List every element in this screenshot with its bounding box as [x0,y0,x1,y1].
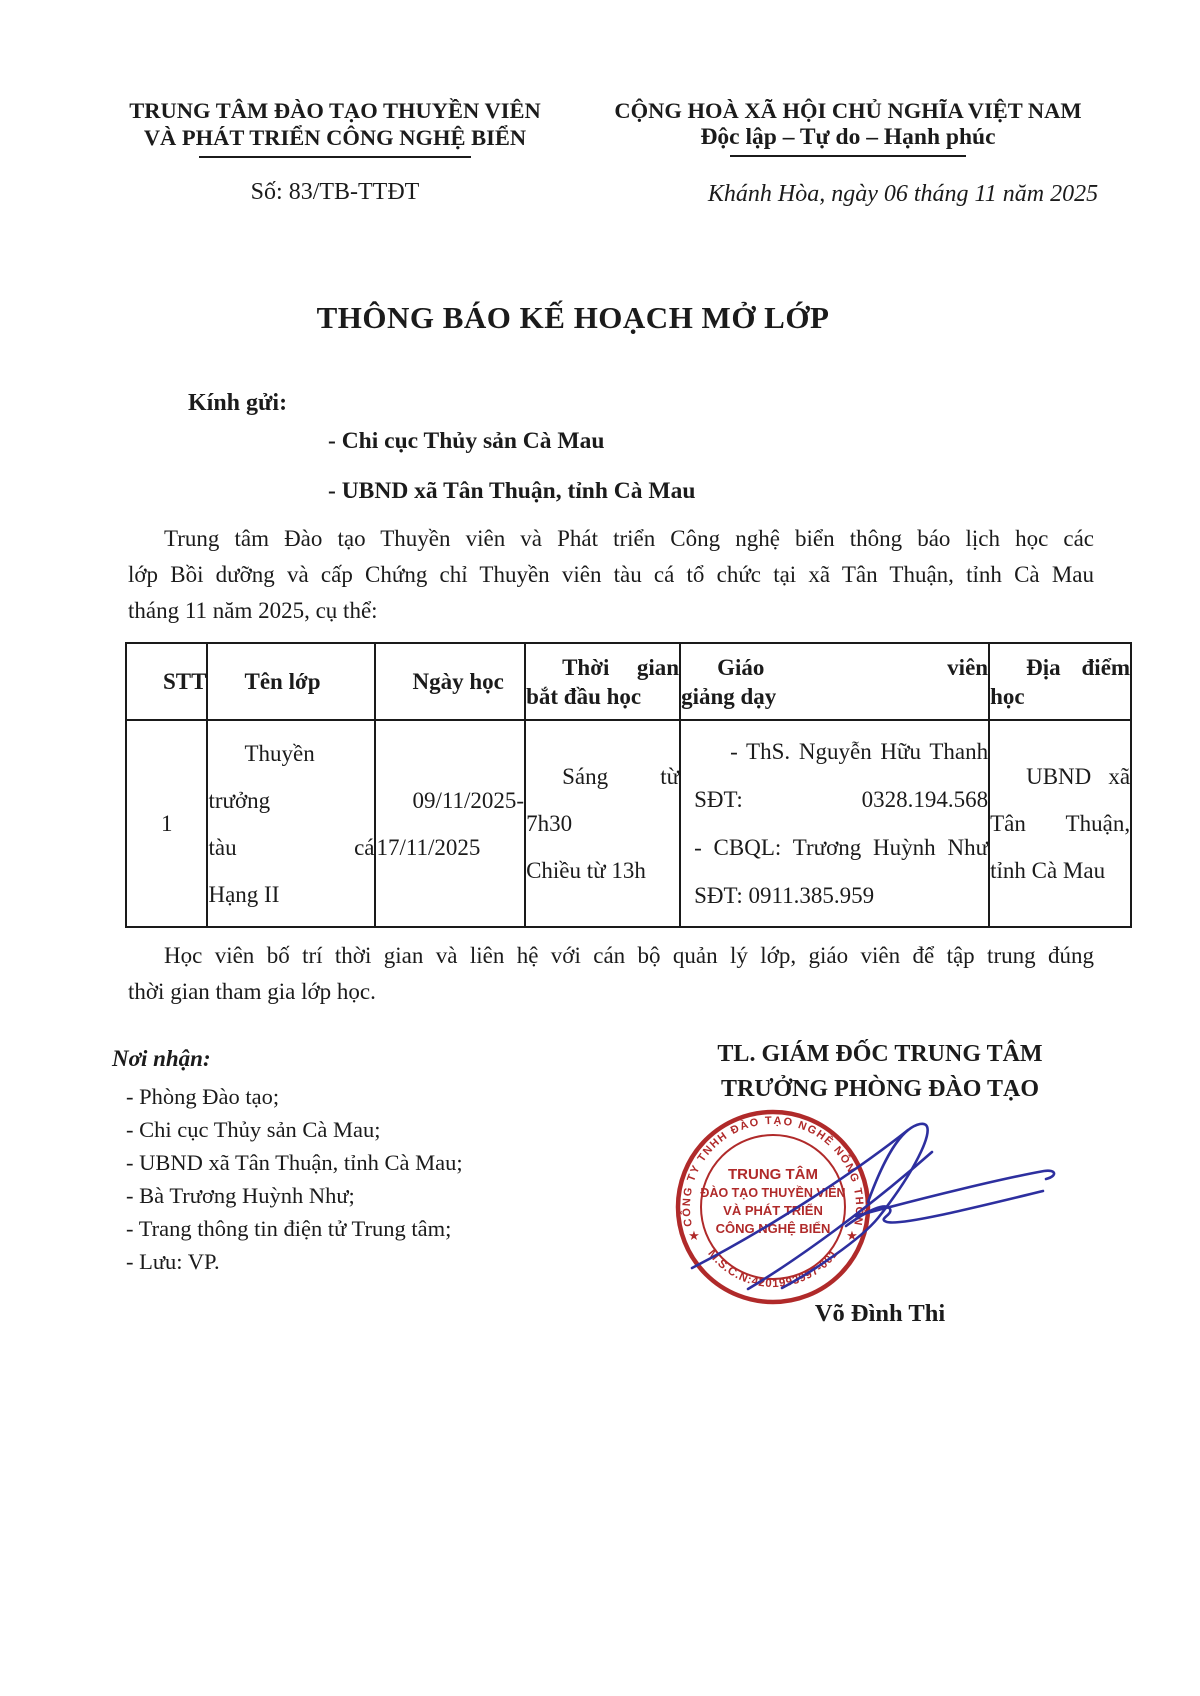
document-number: Số: 83/TB-TTĐT [250,179,420,205]
stamp-center-line1: TRUNG TÂM [728,1166,818,1183]
salutation-recipient-2: - UBND xã Tân Thuận, tỉnh Cà Mau [328,478,696,504]
text-line: tàu cá [208,834,375,860]
text-line: giảng dạy [681,683,777,709]
text-line: tỉnh Cà Mau [990,858,1106,883]
col-header-stt [126,643,207,720]
text-line: Ngày học [412,669,504,694]
text-line: STT [163,669,207,694]
teacher-lines [681,728,988,920]
signature-stroke [782,1124,928,1288]
national-title: CỘNG HOÀ XÃ HỘI CHỦ NGHĨA VIỆT NAM [614,98,1082,123]
col-header-class-name [207,643,375,720]
text-line: Thời gian [562,654,680,680]
national-header [570,97,1126,208]
table-row [126,720,1131,927]
signature-stroke [856,1171,1054,1216]
start-time-lines [526,753,679,894]
recipients-label: Nơi nhận: [112,1046,211,1071]
text-line: Chiều từ 13h [526,858,646,883]
cell-stt: 1 [126,720,207,927]
study-date-lines [376,777,524,871]
place-date-line: Khánh Hòa, ngày 06 tháng 11 năm 2025 [707,181,1099,207]
class-name-lines [208,730,374,918]
stamp-star-right: ★ [846,1228,858,1243]
org-name-line2: VÀ PHÁT TRIỂN CÔNG NGHỆ BIỂN [143,125,527,150]
signer-name: Võ Đình Thi [814,1300,946,1327]
text-line: 09/11/2025- [412,787,525,813]
text-line: - Lưu: VP. [126,1249,220,1274]
text-line: UBND xã [1026,764,1131,789]
motto-underline [730,155,966,157]
text-line: Trung tâm Đào tạo Thuyền viên và Phát triển Công nghệ biển thông báo lịch học các [164,526,1094,551]
text-line: SĐT: 0328.194.568 [694,786,989,812]
signature-authority-line2: TRƯỞNG PHÒNG ĐÀO TẠO [720,1076,1039,1102]
text-line: - Chi cục Thủy sản Cà Mau; [126,1117,381,1142]
text-line: 17/11/2025 [376,834,481,860]
text-line: Hạng II [208,881,280,907]
cell-location [989,720,1131,927]
text-line: - Trang thông tin điện tử Trung tâm; [126,1216,452,1241]
location-lines [990,753,1130,894]
col-header-start-time [525,643,680,720]
cell-teacher [680,720,989,927]
text-line: Địa điểm [1026,654,1131,680]
text-line: học [990,683,1025,709]
handwritten-signature [620,1095,1100,1315]
text-line: - Phòng Đào tạo; [126,1084,280,1109]
org-name-line1: TRUNG TÂM ĐÀO TẠO THUYỀN VIÊN [129,98,541,123]
stamp-ring-top-text: CÔNG TY TNHH ĐÀO TẠO NGHỀ NÔNG THÔN [680,1114,866,1228]
text-line: tháng 11 năm 2025, cụ thể: [128,598,378,623]
text-line: thời gian tham gia lớp học. [128,979,376,1004]
intro-paragraph [128,521,1094,629]
national-motto: Độc lập – Tự do – Hạnh phúc [700,124,996,150]
text-line: bắt đầu học [526,683,642,709]
stamp-center-line3: VÀ PHÁT TRIỂN [723,1203,823,1218]
stamp-center-line2: ĐÀO TẠO THUYỀN VIÊN [700,1186,846,1200]
text-line: - Bà Trương Huỳnh Như; [126,1183,355,1208]
org-header [85,97,585,206]
text-line: Thuyền trưởng [208,740,315,813]
col-header-study-date [375,643,525,720]
text-line: - CBQL: Trương Huỳnh Như [694,834,989,860]
text-line: Tên lớp [244,669,321,694]
text-line: lớp Bồi dưỡng và cấp Chứng chỉ Thuyền viên tàu cá tổ chức tại xã Tân Thuận, tỉnh Cà Mau [128,562,1094,587]
org-underline [199,156,471,158]
text-line: - ThS. Nguyễn Hữu Thanh [730,738,989,764]
col-header-teacher [680,643,989,720]
salutation-label: Kính gửi: [188,390,288,416]
text-line: SĐT: 0911.385.959 [694,882,875,908]
cell-class-name [207,720,375,927]
text-line: Sáng từ 7h30 [526,764,680,836]
recipients-list [126,1080,463,1278]
text-line: Tân Thuận, [990,811,1131,836]
closing-paragraph [128,938,1094,1010]
text-line: Học viên bố trí thời gian và liên hệ với cán bộ quản lý lớp, giáo viên để tập trung đúng [164,943,1094,968]
table-header-row [126,643,1131,720]
cell-study-date [375,720,525,927]
cell-start-time [525,720,680,927]
text-line: Giáo viên [717,654,989,680]
page-title: THÔNG BÁO KẾ HOẠCH MỞ LỚP [316,300,830,335]
signature-authority-line1: TL. GIÁM ĐỐC TRUNG TÂM [717,1041,1043,1067]
salutation-recipient-1: - Chi cục Thủy sản Cà Mau [328,428,605,454]
class-schedule-table [125,642,1132,928]
stamp-center-line4: CÔNG NGHỆ BIỂN [715,1221,831,1236]
stamp-ring-bottom-text: M.S.C.N:4201993997-001 [705,1247,841,1291]
text-line: - UBND xã Tân Thuận, tỉnh Cà Mau; [126,1150,463,1175]
stamp-star-left: ★ [688,1228,700,1243]
col-header-location [989,643,1131,720]
